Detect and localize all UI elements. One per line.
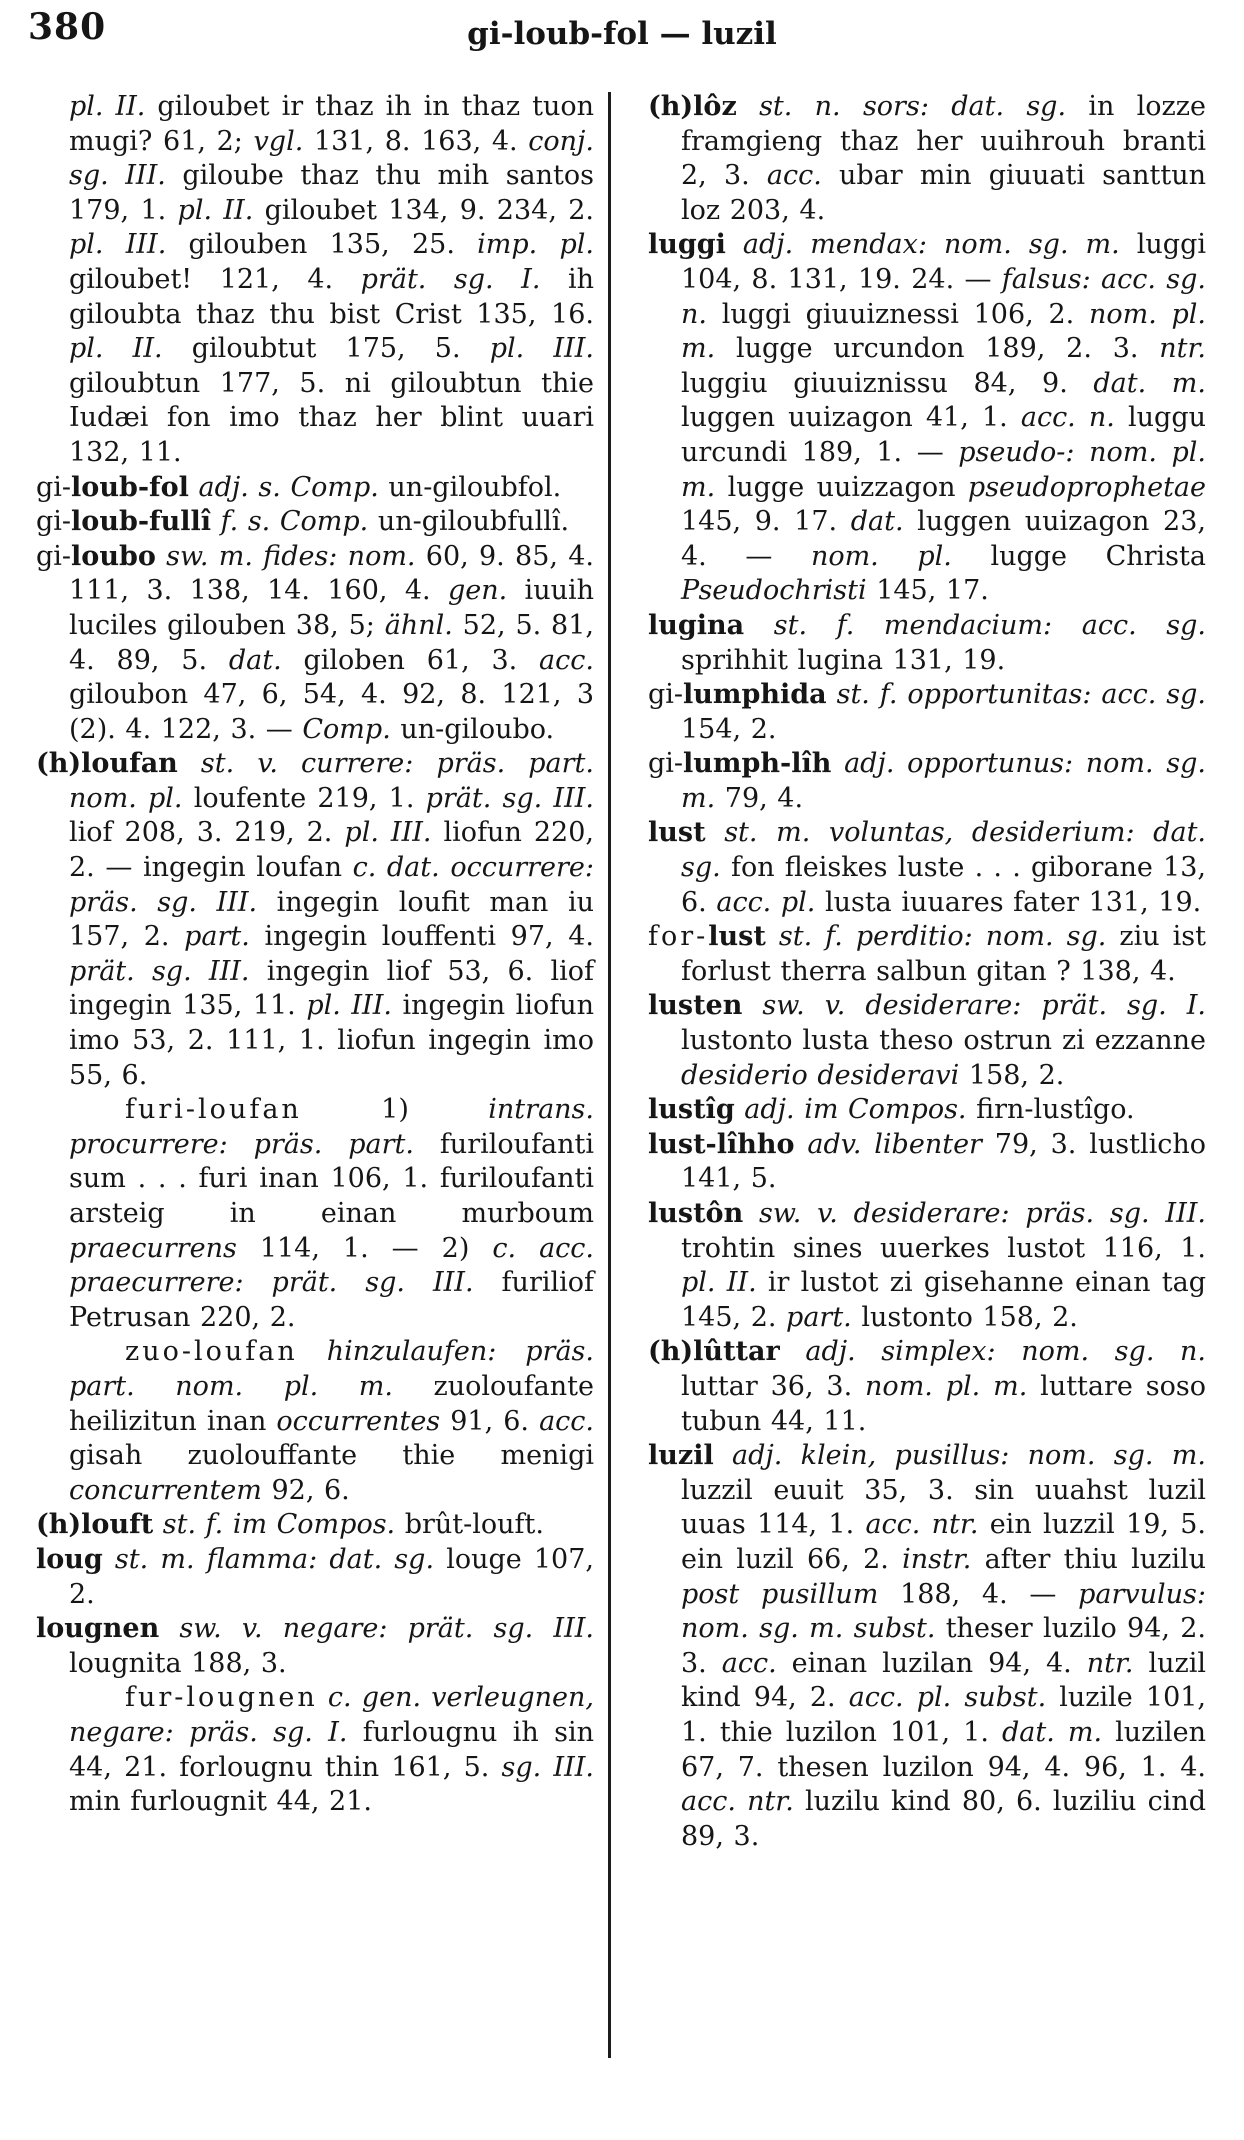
- citation-text: 79, 3. lustlicho 141, 5.: [681, 1128, 1206, 1195]
- citation-text: brût-louft.: [395, 1509, 544, 1541]
- grammar-label: adj. im Compos.: [734, 1094, 967, 1126]
- citation-text: fon fleiskes luste . . . giborane 13, 6.: [681, 852, 1206, 918]
- grammar-label: occurrentes: [276, 1405, 441, 1437]
- headword: loub-fol: [71, 471, 189, 503]
- citation-text: furiliof Petrusan 220, 2.: [69, 1267, 594, 1333]
- dictionary-subentry: [36, 1335, 594, 1508]
- citation-text: lustonto 158, 2.: [851, 1301, 1078, 1333]
- grammar-label: ntr.: [1159, 333, 1206, 365]
- page-number: 380: [28, 6, 107, 48]
- citation-text: ingegin liof 53, 6. liof ingegin 135, 11.: [69, 955, 595, 1022]
- citation-text: gi-: [36, 540, 72, 572]
- citation-text: 154, 2.: [681, 713, 777, 745]
- citation-text: un-giloubfullî.: [368, 506, 570, 538]
- citation-text: 131, 8. 163, 4.: [303, 125, 529, 157]
- citation-text: luggiu giuuiznissu 84, 9.: [681, 367, 1094, 399]
- headword: (h)louft: [36, 1509, 154, 1541]
- grammar-label: acc. pl.: [716, 886, 816, 918]
- citation-text: luzile 101, 1. thie luzilon 101, 1.: [681, 1682, 1207, 1748]
- grammar-label: f. s. Comp.: [211, 506, 369, 538]
- grammar-label: acc. ntr.: [865, 1509, 979, 1541]
- grammar-label: intrans. procurrere: präs. part.: [69, 1094, 594, 1160]
- grammar-label: sw. v. negare: prät. sg. III.: [159, 1613, 594, 1645]
- citation-text: gisah zuolouffante thie menigi: [69, 1440, 594, 1472]
- grammar-label: st. f. opportunitas: acc. sg.: [826, 679, 1206, 711]
- citation-text: ubar min giuuati santtun loz 203, 4.: [681, 160, 1207, 226]
- grammar-label: adj. s. Comp.: [188, 471, 379, 503]
- grammar-label: c. dat. occurrere: präs. sg. III.: [69, 852, 594, 918]
- grammar-label: st. m. voluntas, desiderium: dat. sg.: [681, 817, 1206, 884]
- citation-text: 1): [301, 1094, 489, 1126]
- dictionary-entry: [648, 1093, 1206, 1128]
- grammar-label: st. f. im Compos.: [153, 1509, 396, 1541]
- citation-text: luggen uuizagon 23, 4. —: [681, 506, 1206, 572]
- citation-text: un-giloubo.: [390, 713, 555, 745]
- citation-text: firn-lustîgo.: [966, 1094, 1135, 1126]
- citation-text: luggi giuuiznessi 106, 2.: [706, 298, 1089, 330]
- headword: loubo: [71, 540, 156, 572]
- citation-text: luzil kind 94, 2.: [681, 1647, 1206, 1714]
- citation-text: ir lustot zi gisehanne einan tag 145, 2.: [681, 1267, 1207, 1333]
- grammar-label: adj. mendax: nom. sg. m.: [725, 229, 1120, 261]
- dictionary-subentry: [36, 1093, 594, 1335]
- dictionary-entry: [36, 1508, 594, 1543]
- citation-text: ingegin loufit man iu 157, 2.: [69, 886, 594, 953]
- dictionary-entry: [648, 609, 1206, 678]
- citation-text: in lozze framgieng thaz her uuihrouh branti 2, 3.: [681, 91, 1206, 192]
- citation-text: min furlougnit 44, 21.: [69, 1786, 372, 1818]
- grammar-label: Pseudochristi: [681, 575, 867, 607]
- grammar-label: nom. pl. m.: [681, 298, 1206, 365]
- grammar-label: ähnl.: [384, 609, 453, 641]
- grammar-label: hinzulaufen: präs. part. nom. pl. m.: [69, 1336, 594, 1402]
- headword: lust-lîhho: [648, 1128, 795, 1160]
- grammar-label: dat.: [850, 506, 904, 538]
- citation-text: 145, 9. 17.: [681, 506, 851, 538]
- spaced-subheadword: furi-loufan: [125, 1094, 302, 1126]
- grammar-label: concurrentem: [69, 1474, 262, 1506]
- citation-text: lugge uuizzagon: [715, 471, 968, 503]
- grammar-label: vgl.: [253, 125, 304, 157]
- grammar-label: prät. sg. I.: [360, 263, 541, 295]
- dictionary-entry: [36, 540, 594, 748]
- spaced-subheadword: zuo-loufan: [125, 1336, 298, 1368]
- citation-text: lugge urcundon 189, 2. 3.: [715, 333, 1160, 365]
- grammar-label: pl. III.: [344, 817, 432, 849]
- citation-text: giloubet! 121, 4.: [69, 263, 361, 295]
- grammar-label: sw. v. desiderare: prät. sg. I.: [742, 990, 1206, 1022]
- citation-text: 188, 4. —: [878, 1578, 1079, 1610]
- headword: luggi: [648, 229, 726, 261]
- headword: lustôn: [648, 1198, 744, 1229]
- citation-text: louge 107, 2.: [69, 1543, 595, 1610]
- dictionary-entry: [648, 816, 1206, 920]
- headword: lumphida: [683, 679, 827, 711]
- grammar-label: acc. ntr.: [681, 1786, 794, 1818]
- citation-text: luggen uuizagon 41, 1.: [681, 402, 1021, 434]
- citation-text: giloubet ir thaz ih in thaz tuon mugi? 61, 2;: [69, 91, 594, 157]
- citation-text: furiloufanti sum . . . furi inan 106, 1. furiloufanti arsteig in einan murboum: [69, 1128, 594, 1229]
- entry-continuation: [36, 90, 594, 471]
- dictionary-entry: [648, 1335, 1206, 1439]
- citation-text: lusta iuuares fater 131, 19.: [815, 886, 1202, 918]
- grammar-label: imp. pl.: [477, 229, 594, 261]
- citation-text: luzilu kind 80, 6. luziliu cind 89, 3.: [681, 1786, 1206, 1852]
- citation-text: gilouben 135, 25.: [166, 229, 478, 261]
- citation-text: ingegin liofun imo 53, 2. 111, 1. liofun ingegin imo 55, 6.: [69, 990, 594, 1091]
- citation-text: furlougnu ih sin 44, 21. forlougnu thin 161, 5.: [69, 1716, 594, 1783]
- citation-text: giloubet 134, 9. 234, 2.: [253, 194, 595, 226]
- citation-text: giloben 61, 3.: [281, 644, 540, 676]
- left-column: [36, 90, 594, 1820]
- citation-text: iuuih luciles gilouben 38, 5;: [69, 575, 594, 641]
- spaced-subheadword: for-: [648, 921, 709, 953]
- grammar-label: desiderio desideravi: [681, 1059, 960, 1091]
- headword: lust: [708, 921, 766, 953]
- dictionary-entry: [36, 505, 594, 540]
- grammar-label: dat.: [228, 644, 282, 676]
- grammar-label: st. m. flamma: dat. sg.: [102, 1543, 435, 1575]
- citation-text: liof 208, 3. 219, 2.: [69, 817, 345, 849]
- headword: lusten: [648, 990, 743, 1022]
- running-title: gi-loub-fol — luzil: [467, 16, 777, 52]
- citation-text: gi-: [36, 506, 72, 538]
- headword: lust: [648, 817, 706, 849]
- headword: loub-fullî: [71, 506, 212, 538]
- grammar-label: praecurrens: [69, 1232, 237, 1264]
- column-divider-rule: [608, 92, 611, 2058]
- citation-text: ih giloubta thaz thu bist Crist 135, 16.: [69, 263, 595, 330]
- grammar-label: falsus: acc. sg. n.: [681, 263, 1207, 330]
- citation-text: un-giloubfol.: [378, 471, 562, 503]
- grammar-label: adj. klein, pusillus: nom. sg. m.: [713, 1440, 1206, 1472]
- grammar-label: adj. opportunus: nom. sg. m.: [681, 748, 1206, 814]
- citation-text: luttare soso tubun 44, 11.: [681, 1370, 1206, 1437]
- citation-text: giloube thaz thu mih santos 179, 1.: [69, 160, 594, 226]
- grammar-label: pl. III.: [489, 333, 595, 365]
- grammar-label: nom. pl. m.: [865, 1370, 1028, 1402]
- citation-text: lugge Christa: [951, 540, 1206, 572]
- dictionary-entry: [648, 228, 1206, 609]
- grammar-label: conj. sg. III.: [69, 125, 594, 192]
- citation-text: luzzil euuit 35, 3. sin uuahst luzil uuas 114, 1.: [681, 1474, 1206, 1541]
- citation-text: 158, 2.: [959, 1059, 1065, 1091]
- dictionary-entry: [648, 1128, 1206, 1197]
- citation-text: giloubtut 175, 5.: [162, 333, 490, 365]
- citation-text: gi-: [648, 679, 684, 711]
- dictionary-entry: [648, 1439, 1206, 1854]
- grammar-label: post pusillum: [681, 1578, 879, 1610]
- grammar-label: pl. II.: [177, 194, 254, 226]
- headword: luzil: [648, 1440, 714, 1472]
- citation-text: after thiu luzilu: [971, 1543, 1207, 1575]
- dictionary-entry: [36, 1612, 594, 1681]
- dictionary-entry: [648, 989, 1206, 1093]
- grammar-label: Comp.: [302, 713, 391, 745]
- grammar-label: parvulus: nom. sg. m. subst.: [681, 1578, 1206, 1645]
- grammar-label: st. f. mendacium: acc. sg.: [744, 609, 1206, 641]
- grammar-label: pseudo-: nom. pl. m.: [681, 436, 1206, 503]
- citation-text: luttar 36, 3.: [681, 1370, 866, 1402]
- citation-text: loufente 219, 1.: [182, 782, 426, 814]
- dictionary-subentry: [36, 1681, 594, 1819]
- citation-text: luggi 104, 8. 131, 19. 24. —: [681, 229, 1206, 295]
- grammar-label: gen.: [447, 575, 508, 607]
- citation-text: 92, 6.: [261, 1474, 350, 1506]
- grammar-label: pl. III.: [69, 229, 167, 261]
- citation-text: luggu urcundi 189, 1. —: [681, 402, 1206, 468]
- citation-text: zuoloufante heilizitun inan: [69, 1370, 595, 1437]
- dictionary-entry: [648, 90, 1206, 228]
- headword: (h)lûttar: [648, 1336, 780, 1368]
- citation-text: gi-: [36, 471, 72, 503]
- citation-text: einan luzilan 94, 4.: [776, 1647, 1087, 1679]
- citation-text: lougnita 188, 3.: [69, 1647, 287, 1679]
- headword: lustîg: [648, 1094, 735, 1126]
- citation-text: gi-: [648, 748, 684, 780]
- grammar-label: pl. III.: [306, 990, 392, 1022]
- dictionary-entry: [648, 920, 1206, 989]
- grammar-label: acc.: [721, 1647, 777, 1679]
- grammar-label: pl. II.: [69, 91, 146, 122]
- grammar-label: dat. m.: [1001, 1716, 1103, 1748]
- dictionary-entry: [648, 1197, 1206, 1335]
- citation-text: trohtin sines uuerkes lustot 116, 1.: [681, 1232, 1206, 1264]
- dictionary-entry: [36, 1543, 594, 1612]
- grammar-label: prät. sg. III.: [69, 955, 250, 987]
- grammar-label: sw. m. fides: nom.: [155, 540, 416, 572]
- citation-text: 52, 5. 81, 4. 89, 5.: [69, 609, 594, 676]
- dictionary-entry: [36, 471, 594, 506]
- dictionary-entry: [648, 678, 1206, 747]
- grammar-label: c. acc. praecurrere: prät. sg. III.: [69, 1232, 594, 1299]
- dictionary-entry: [36, 747, 594, 1093]
- grammar-label: adj. simplex: nom. sg. n.: [779, 1336, 1206, 1368]
- citation-text: theser luzilo 94, 2. 3.: [681, 1613, 1206, 1679]
- citation-text: ingegin louffenti 97, 4.: [249, 921, 594, 953]
- grammar-label: pl. II.: [69, 333, 163, 365]
- citation-text: giloubon 47, 6, 54, 4. 92, 8. 121, 3 (2). 4. 122, 3. —: [69, 679, 594, 745]
- citation-text: lustonto lusta theso ostrun zi ezzanne: [681, 1025, 1206, 1057]
- grammar-label: acc.: [766, 160, 822, 192]
- headword: (h)lôz: [648, 91, 737, 122]
- headword: lugina: [648, 609, 745, 641]
- citation-text: 145, 17.: [866, 575, 989, 607]
- headword: loug: [36, 1543, 103, 1575]
- right-column: [648, 90, 1206, 1854]
- grammar-label: instr.: [902, 1543, 972, 1575]
- headword: (h)loufan: [36, 748, 178, 780]
- grammar-label: pl. II.: [681, 1267, 757, 1299]
- grammar-label: part.: [184, 921, 250, 953]
- grammar-label: st. n. sors: dat. sg.: [736, 91, 1067, 122]
- spaced-subheadword: fur-lougnen: [125, 1682, 318, 1714]
- citation-text: luzilen 67, 7. thesen luzilon 94, 4. 96, 1. 4.: [681, 1716, 1206, 1783]
- headword: lougnen: [36, 1613, 160, 1645]
- grammar-label: acc.: [539, 1405, 594, 1437]
- citation-text: giloubtun 177, 5. ni giloubtun thie Iudæi fon imo thaz her blint uuari 132, 11.: [69, 367, 594, 468]
- grammar-label: ntr.: [1086, 1647, 1134, 1679]
- grammar-label: pseudoprophetae: [967, 471, 1206, 503]
- citation-text: 60, 9. 85, 4. 111, 3. 138, 14. 160, 4.: [69, 540, 594, 607]
- citation-text: ein luzzil 19, 5. ein luzil 66, 2.: [681, 1509, 1206, 1575]
- grammar-label: prät. sg. III.: [425, 782, 594, 814]
- citation-text: liofun 220, 2. — ingegin loufan: [69, 817, 594, 884]
- grammar-label: st. f. perditio: nom. sg.: [765, 921, 1107, 953]
- citation-text: 79, 4.: [715, 782, 804, 814]
- grammar-label: acc.: [539, 644, 594, 676]
- grammar-label: sg. III.: [501, 1751, 594, 1783]
- citation-text: 91, 6.: [440, 1405, 540, 1437]
- headword: lumph-lîh: [683, 748, 832, 780]
- grammar-label: st. v. currere: präs. part. nom. pl.: [69, 748, 594, 814]
- grammar-label: nom. pl.: [810, 540, 952, 572]
- citation-text: sprihhit lugina 131, 19.: [681, 644, 1006, 676]
- grammar-label: dat. m.: [1093, 367, 1206, 399]
- citation-text: 114, 1. — 2): [236, 1232, 493, 1264]
- dictionary-entry: [648, 747, 1206, 816]
- grammar-label: sw. v. desiderare: präs. sg. III.: [743, 1198, 1206, 1229]
- grammar-label: adv. libenter: [794, 1128, 982, 1160]
- grammar-label: acc. pl. subst.: [848, 1682, 1047, 1714]
- grammar-label: acc. n.: [1020, 402, 1115, 434]
- grammar-label: c. gen. verleugnen, negare: präs. sg. I.: [69, 1682, 594, 1748]
- grammar-label: part.: [786, 1301, 852, 1333]
- citation-text: ziu ist forlust therra salbun gitan ? 138, 4.: [681, 921, 1206, 987]
